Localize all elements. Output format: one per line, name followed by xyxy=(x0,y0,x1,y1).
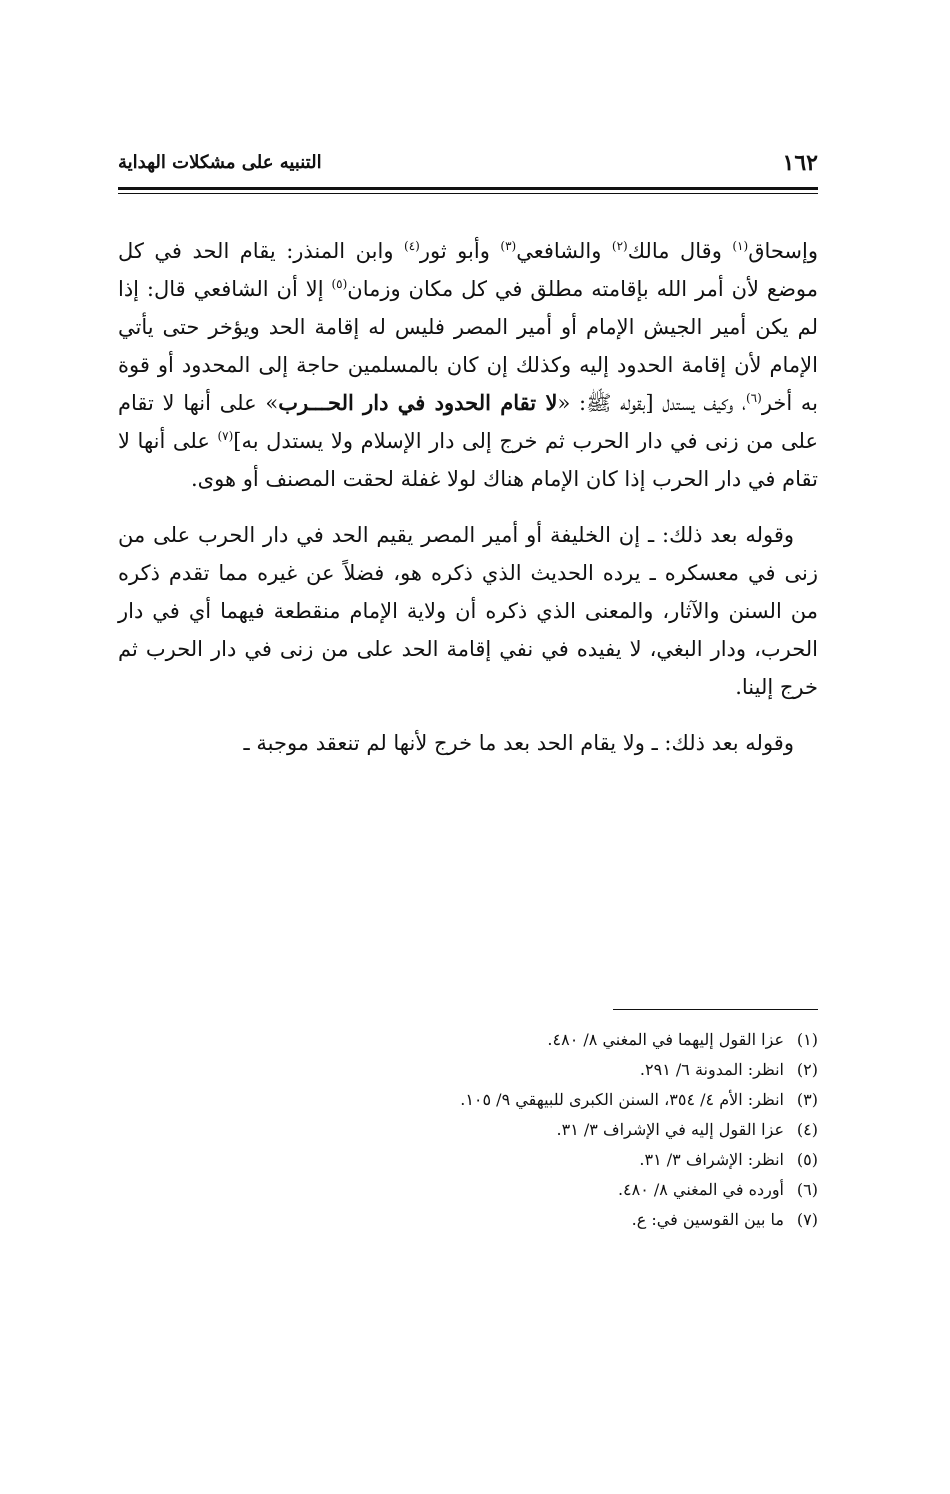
footnote-number: (٣) xyxy=(796,1090,818,1109)
footnote-number: (٤) xyxy=(796,1120,818,1139)
footnote-number: (٥) xyxy=(796,1150,818,1169)
footnote-ref-5: (٥) xyxy=(331,277,348,291)
footnote-number: (٧) xyxy=(796,1210,818,1229)
footnote-ref-4: (٤) xyxy=(404,239,420,253)
page-number: ١٦٢ xyxy=(782,150,818,176)
footnotes xyxy=(118,1025,818,1235)
footnote-separator xyxy=(613,1009,818,1010)
main-text xyxy=(118,232,818,780)
paragraph-3: وقوله بعد ذلك: ـ ولا يقام الحد بعد ما خرج لأنها لم تنعقد موجبة ـ xyxy=(243,731,794,755)
footnote-text: ما بين القوسين في: ع. xyxy=(631,1210,784,1229)
footnote-text: أورده في المغني ٨/ ٤٨٠. xyxy=(617,1180,784,1199)
footnote-ref-3: (٣) xyxy=(500,239,517,253)
footnote-text: عزا القول إليه في الإشراف ٣/ ٣١. xyxy=(556,1120,784,1139)
paragraph-1: وإسحاق$^{(١)}$ وقال مالك$^{(٢)}$ والشافعي$^{(٣)}$ وأبو ثور$^{(٤)}$ وابن المنذر: يقام الحد في كل موضع لأن أمر الله بإقامته مطلق في كل مكان وزمان$^{(٥)}$ إلا أن الشافعي قال: إذا لم يكن أمير الجيش الإمام أو أمير المصر فليس له إقامة الحد ويؤخر حتى يأتي الإمام لأن إقامة الحدود إليه وكذلك إن كان بالمسلمين حاجة إلى المحدود أو قوة به أخر$^{(٦)}$، وكيف يستدل [بقوله ﷺ: «لا تقام الحدود في دار الحـــرب» على أنها لا تقام على من زنى في دار الحرب ثم خرج إلى دار الإسلام ولا يستدل به]$^{(٧)}$ على أنها لا تقام في دار الحرب إذا كان الإمام هناك لولا غفلة لحقت المصنف أو هوى. xyxy=(118,239,819,491)
running-title: التنبيه على مشكلات الهداية xyxy=(118,152,322,173)
footnote-number: (١) xyxy=(796,1030,818,1049)
footnote-number: (٢) xyxy=(796,1060,818,1079)
footnote-text: انظر: الأم ٤/ ٣٥٤، السنن الكبرى للبيهقي ٩/ ١٠٥. xyxy=(460,1090,784,1109)
footnote-ref-7: (٧) xyxy=(217,429,234,443)
footnote-ref-2: (٢) xyxy=(611,239,628,253)
page-header xyxy=(118,150,818,180)
header-rule-thin xyxy=(118,193,818,194)
footnote-item xyxy=(118,1145,818,1175)
footnote-ref-6: (٦) xyxy=(745,391,762,405)
footnote-item xyxy=(118,1085,818,1115)
footnote-item xyxy=(118,1205,818,1235)
paragraph-2: وقوله بعد ذلك: ـ إن الخليفة أو أمير المصر يقيم الحد في دار الحرب على من زنى في معسكره ـ يرده الحديث الذي ذكره هو، فضلاً عن غيره مما تقدم ذكره من السنن والآثار، والمعنى الذي ذكره أن ولاية الإمام منقطعة فيهما أي في دار الحرب، ودار البغي، لا يفيده في نفي إقامة الحد على من زنى في دار الحرب ثم خرج إلينا. xyxy=(118,523,819,699)
footnote-item xyxy=(118,1175,818,1205)
footnote-text: انظر: الإشراف ٣/ ٣١. xyxy=(639,1150,784,1169)
footnote-text: انظر: المدونة ٦/ ٢٩١. xyxy=(639,1060,784,1079)
hadith-quote: لا تقام الحدود في دار الحـــرب xyxy=(278,390,558,415)
footnote-item xyxy=(118,1025,818,1055)
footnote-item xyxy=(118,1115,818,1145)
footnote-number: (٦) xyxy=(796,1180,818,1199)
header-rule-thick xyxy=(118,187,818,190)
footnote-item xyxy=(118,1055,818,1085)
footnote-ref-1: (١) xyxy=(732,239,749,253)
footnote-text: عزا القول إليهما في المغني ٨/ ٤٨٠. xyxy=(547,1030,784,1049)
